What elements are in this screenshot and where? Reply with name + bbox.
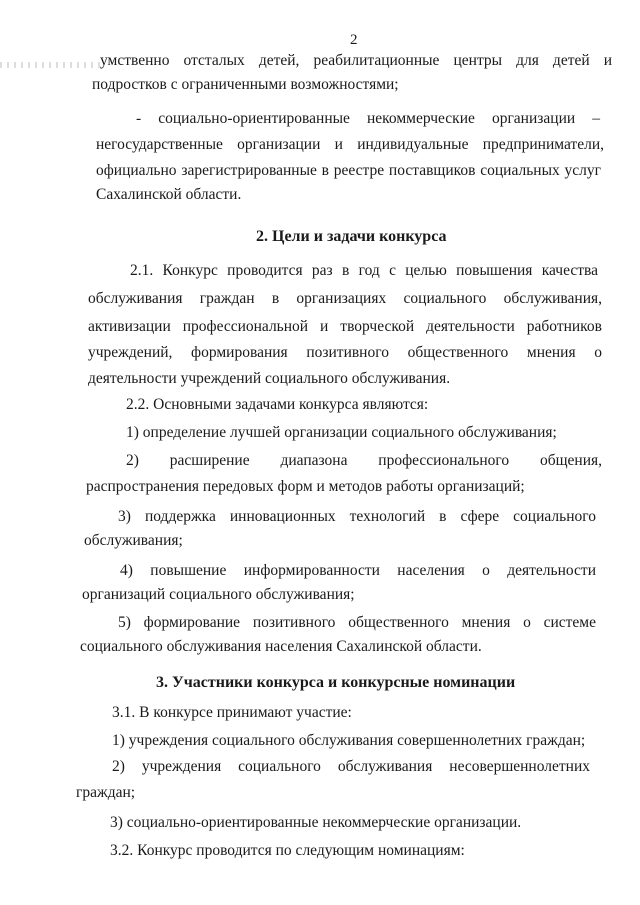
text-line: 2) учреждения социального обслуживания несовершеннолетних [112, 758, 590, 775]
text-line: распространения передовых форм и методов работы организаций; [86, 478, 525, 495]
text-line: официально зарегистрированные в реестре поставщиков социальных услуг [96, 162, 601, 179]
section-heading: 2. Цели и задачи конкурса [256, 228, 447, 245]
text-line: граждан; [76, 784, 136, 801]
text-line: - социально-ориентированные некоммерческие организации – [136, 110, 600, 127]
text-line: обслуживания; [84, 532, 183, 549]
text-line: 1) учреждения социального обслуживания совершеннолетних граждан; [112, 732, 586, 749]
page-number: 2 [350, 32, 358, 48]
text-line: 2.1. Конкурс проводится раз в год с целью повышения качества [130, 262, 598, 279]
text-line: 3) социально-ориентированные некоммерческие организации. [110, 814, 522, 831]
scan-artifact [0, 62, 100, 68]
text-line: негосударственные организации и индивидуальные предприниматели, [96, 136, 604, 153]
text-line: подростков с ограниченными возможностями; [92, 76, 399, 93]
text-line: 2) расширение диапазона профессионального общения, [126, 452, 602, 469]
section-heading: 3. Участники конкурса и конкурсные номинации [156, 674, 516, 691]
text-line: активизации профессиональной и творческой деятельности работников [88, 318, 602, 335]
text-line: 2.2. Основными задачами конкурса являются: [126, 396, 429, 413]
text-line: учреждений, формирования позитивного общественного мнения о [88, 344, 602, 361]
text-line: организаций социального обслуживания; [82, 586, 355, 603]
text-line: Сахалинской области. [96, 186, 242, 203]
text-line: 3.1. В конкурсе принимают участие: [112, 704, 352, 721]
text-line: 3) поддержка инновационных технологий в сфере социального [118, 508, 596, 525]
text-line: 4) повышение информированности населения о деятельности [120, 562, 596, 579]
text-line: 3.2. Конкурс проводится по следующим номинациям: [110, 842, 465, 859]
text-line: обслуживания граждан в организациях социального обслуживания, [88, 290, 602, 307]
text-line: социального обслуживания населения Сахалинской области. [80, 638, 482, 655]
text-line: 1) определение лучшей организации социального обслуживания; [126, 424, 557, 441]
text-line: 5) формирование позитивного общественного мнения о системе [118, 614, 596, 631]
text-line: умственно отсталых детей, реабилитационные центры для детей и [100, 52, 612, 69]
text-line: деятельности учреждений социального обслуживания. [88, 370, 451, 387]
